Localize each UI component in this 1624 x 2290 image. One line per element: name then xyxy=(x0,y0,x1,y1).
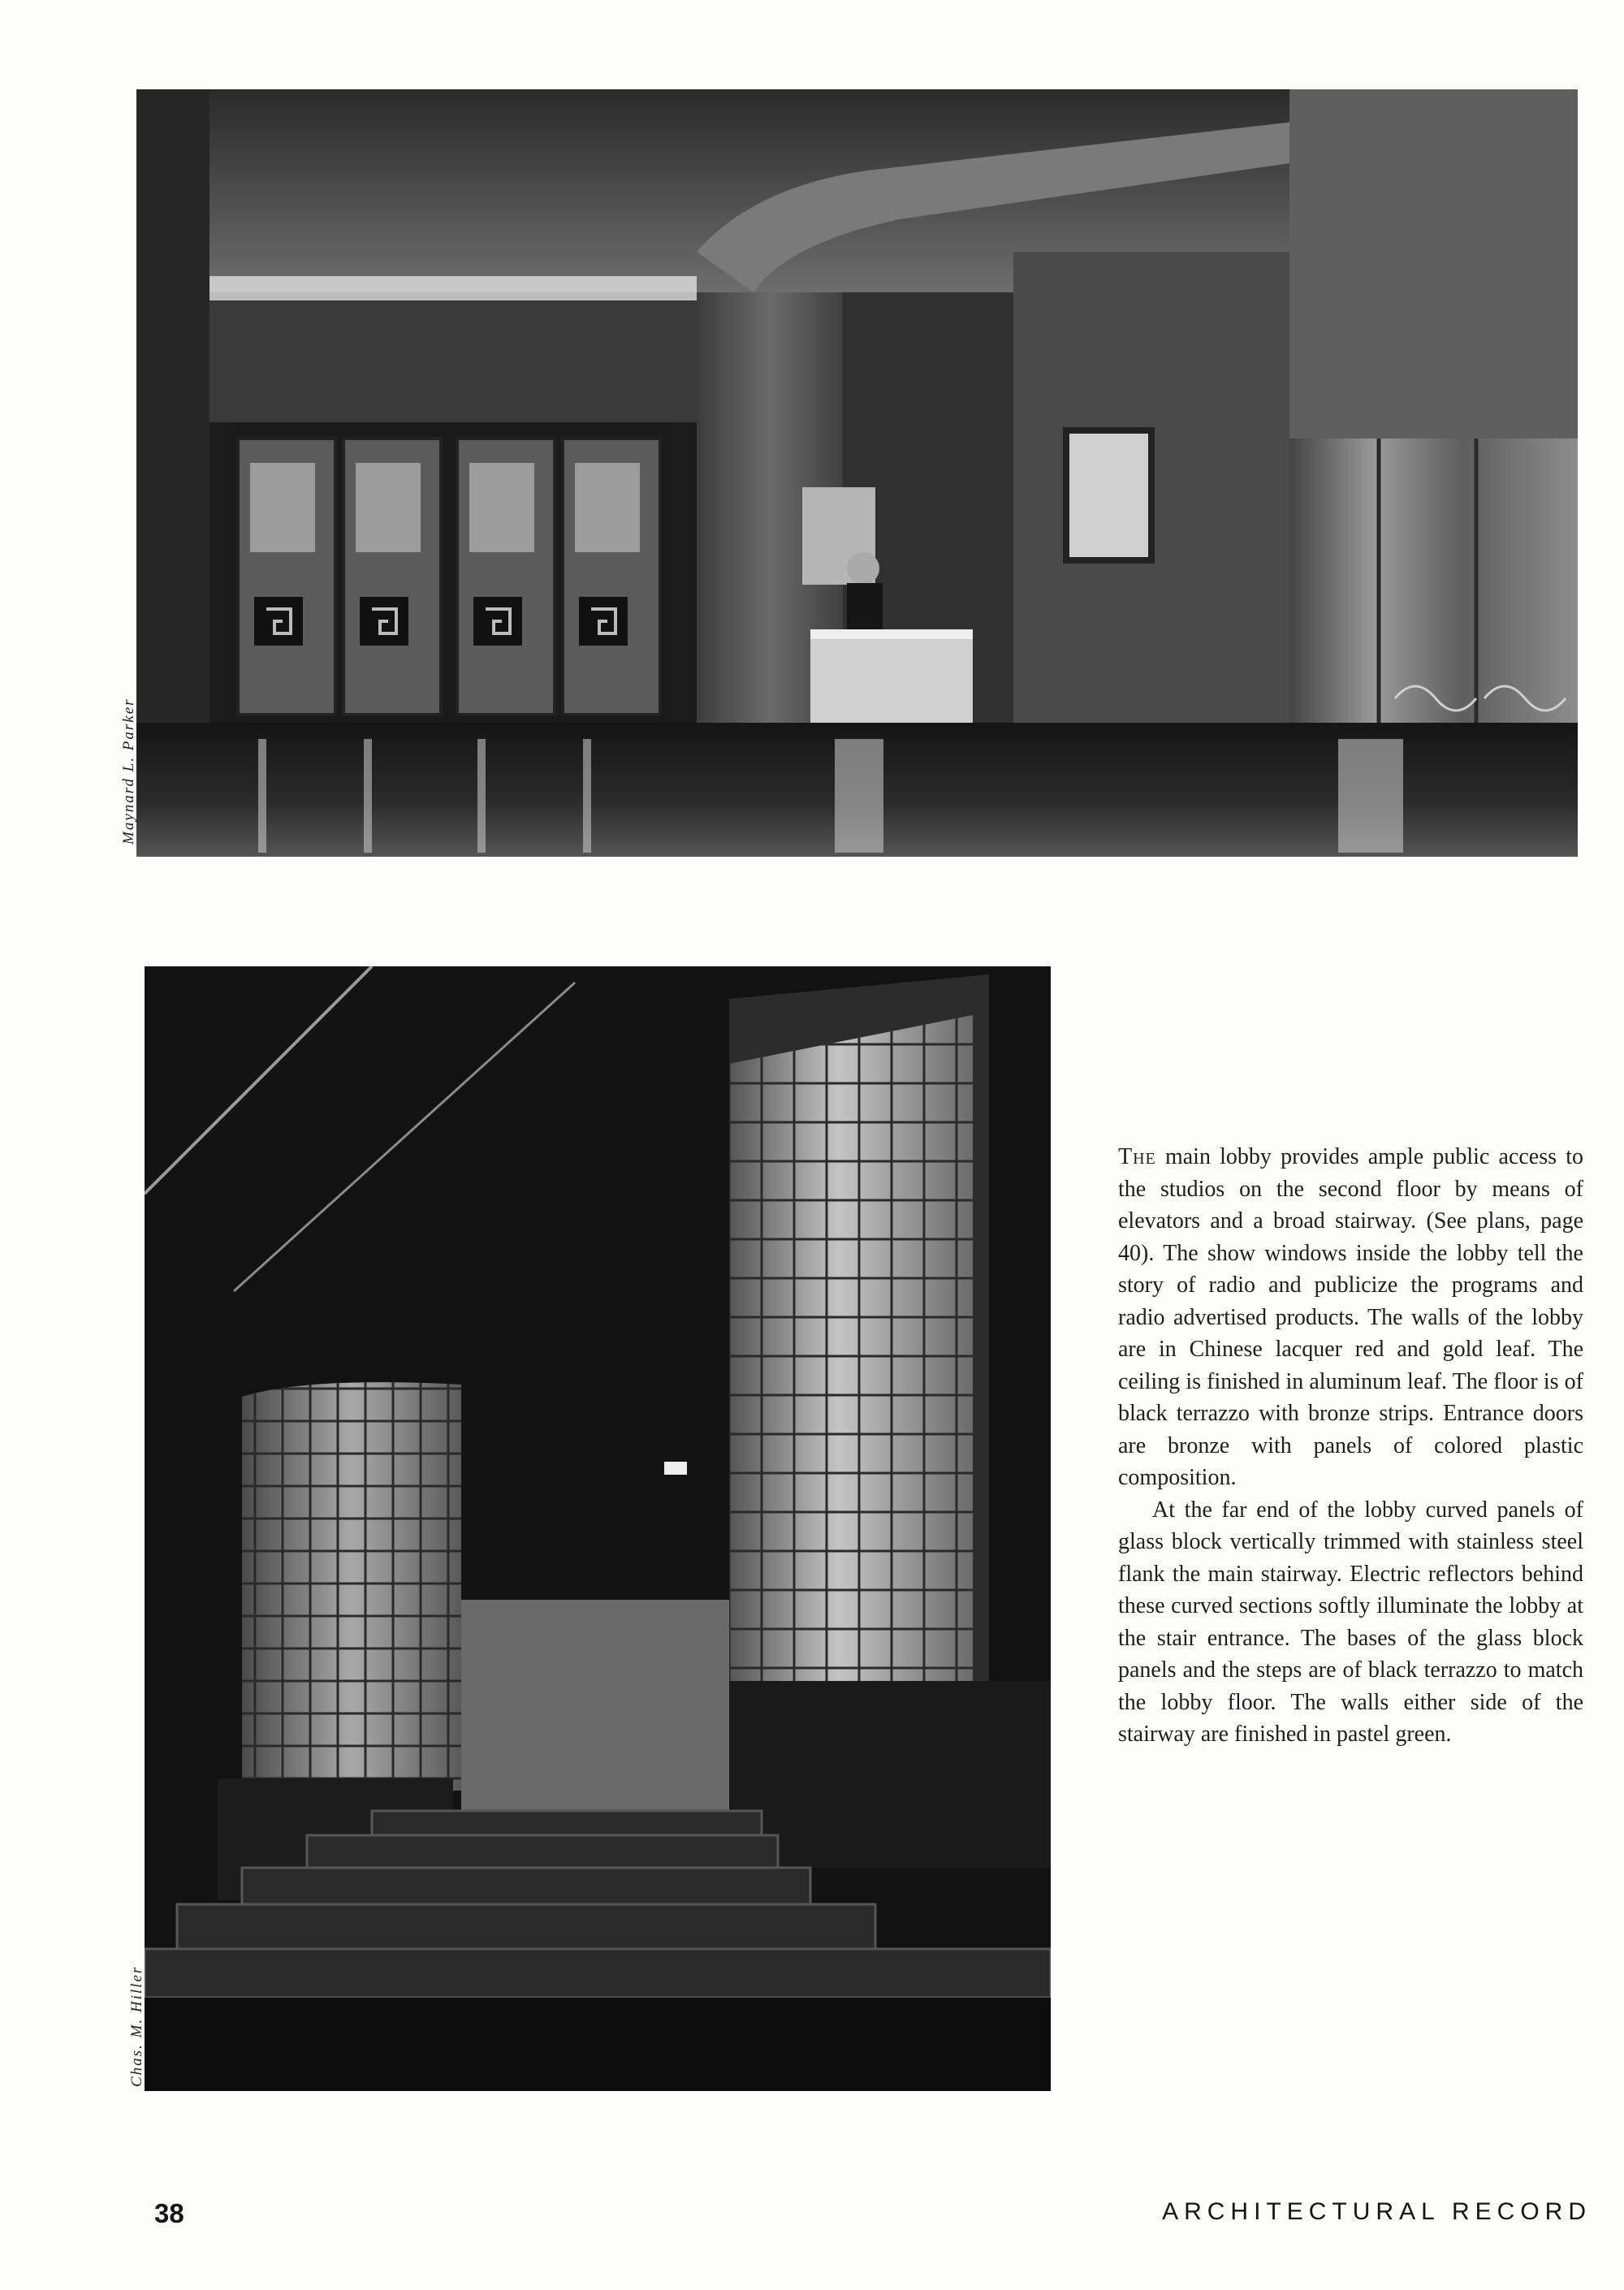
lobby-photo-illustration xyxy=(136,89,1578,857)
lead-word: The xyxy=(1118,1144,1156,1169)
stair-entrance-illustration xyxy=(145,966,1051,2091)
magazine-title: ARCHITECTURAL RECORD xyxy=(1162,2198,1592,2225)
page-number: 38 xyxy=(154,2198,184,2228)
article-paragraph-2: At the far end of the lobby curved panels of glass block vertically trimmed with stainless steel flank the main stairway. Electric reflectors behind these curved sections softly illuminate the lobby at the stair entrance. The bases of the glass block panels and the steps are of black terrazzo to match the lobby floor. The walls either side of the stairway are finished in pastel green. xyxy=(1118,1497,1583,1747)
article-paragraph-1 xyxy=(1118,1141,1583,1494)
stair-entrance-photo xyxy=(145,966,1051,2091)
photo-credit-top: Maynard L. Parker xyxy=(120,698,137,845)
photo-credit-bottom: Chas. M. Hiller xyxy=(128,1965,145,2087)
article-body xyxy=(1118,1141,1583,1751)
paragraph-1-text: main lobby provides ample public access to the studios on the second floor by means of elevators and a broad stairway. (See plans, page 40). The show windows inside the lobby tell the story of radio and publicize the programs and radio advertised products. The walls of the lobby are in Chinese lacquer red and gold leaf. The ceiling is finished in aluminum leaf. The floor is of black terrazzo with bronze strips. Entrance doors are bronze with panels of colored plastic composition. xyxy=(1118,1144,1583,1490)
lobby-photo xyxy=(136,89,1578,857)
